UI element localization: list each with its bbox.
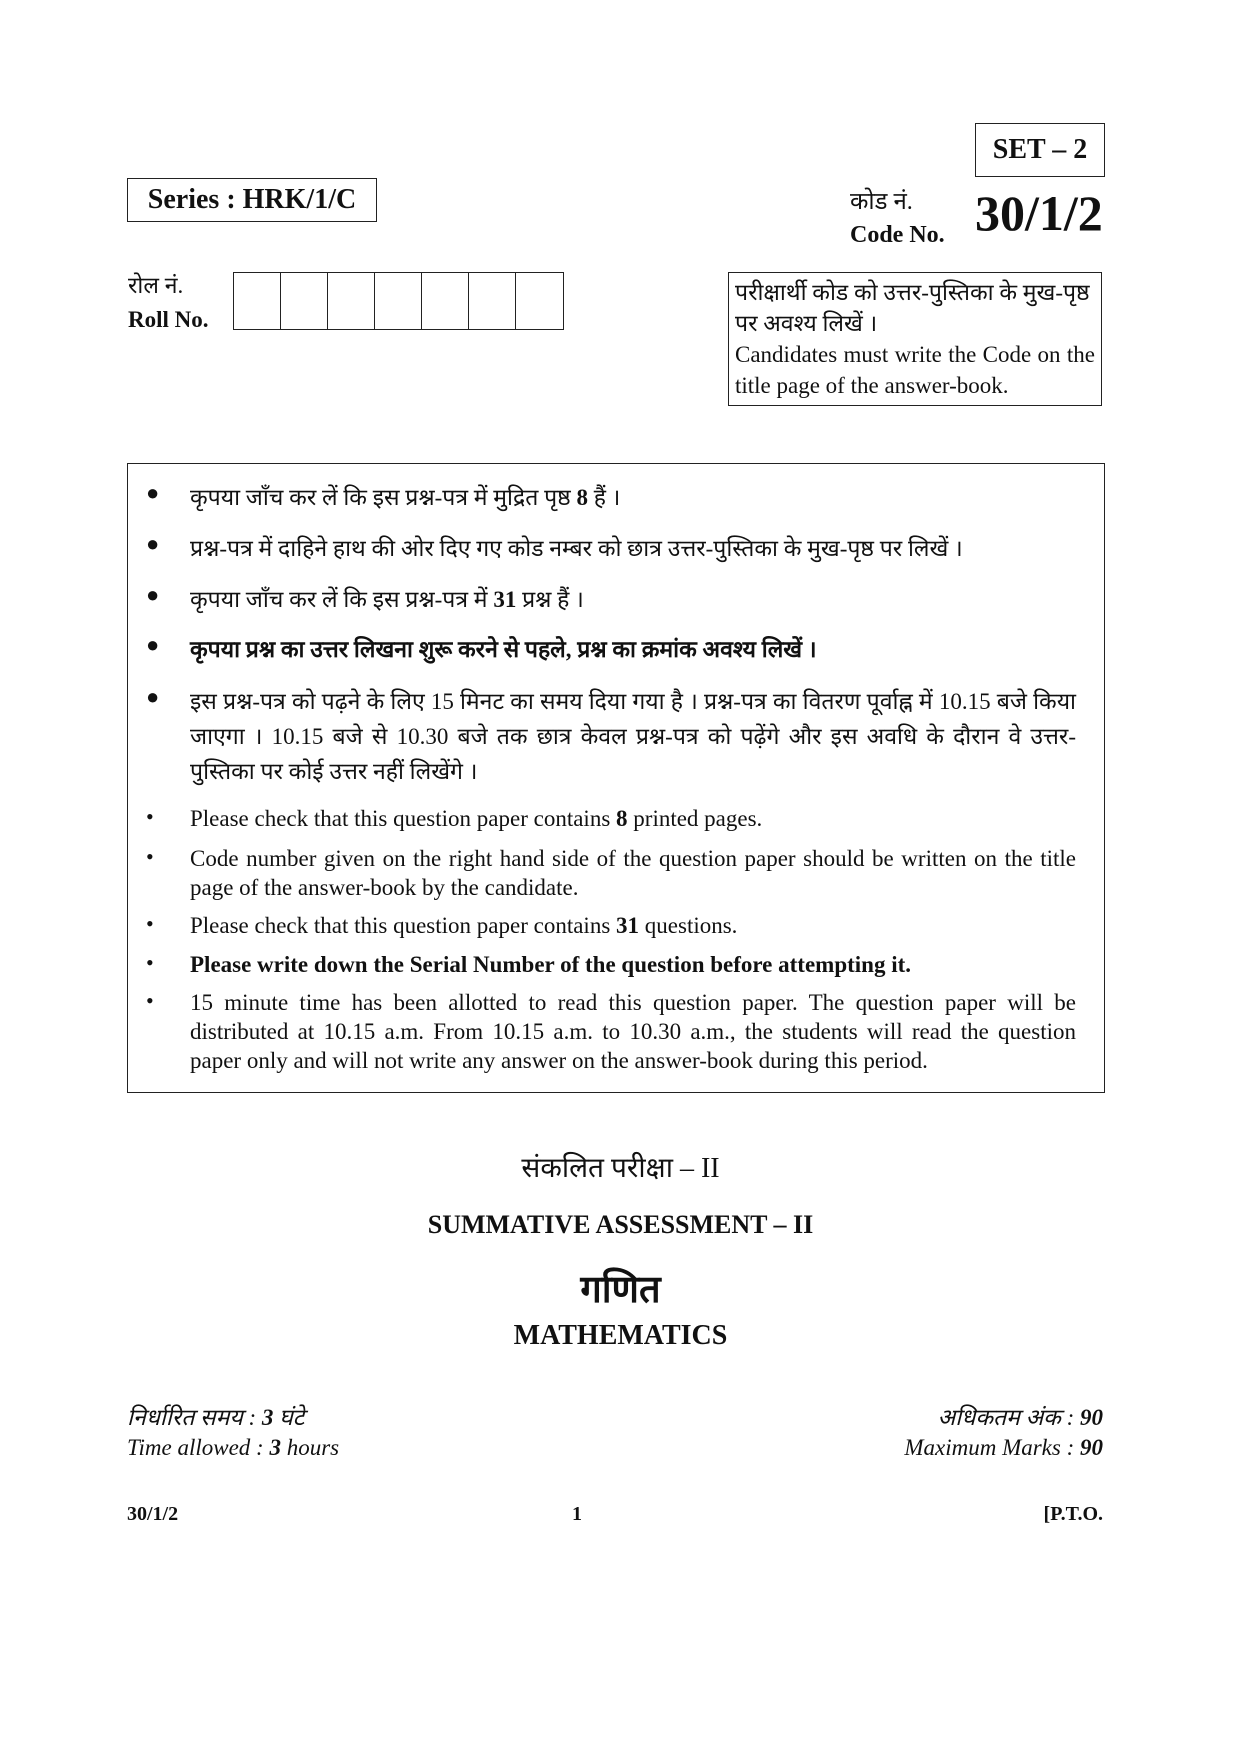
bullet-icon: ● [146,480,160,505]
bullet-icon: • [146,911,154,936]
roll-number-cell[interactable] [422,273,469,329]
time-allowed-english: Time allowed : 3 hours [127,1435,340,1460]
roll-number-cell[interactable] [281,273,328,329]
roll-number-cell[interactable] [234,273,281,329]
candidate-note-hindi: परीक्षार्थी कोड को उत्तर-पुस्तिका के मुख-पृष्ठ पर अवश्य लिखें । [735,280,1090,336]
bullet-icon: • [146,988,154,1013]
max-marks-english: Maximum Marks : 90 [904,1435,1103,1460]
bullet-icon: • [146,844,154,869]
footer-code: 30/1/2 [127,1503,179,1525]
assessment-title-english: SUMMATIVE ASSESSMENT – II [427,1210,814,1239]
bullet-icon: ● [146,531,160,556]
candidate-note-box [728,272,1102,406]
roll-label-hindi: रोल नं. [128,273,184,298]
set-label: SET – 2 [975,123,1105,177]
roll-label-english: Roll No. [128,307,209,332]
max-marks-hindi: अधिकतम अंक : 90 [937,1405,1103,1430]
roll-number-cell[interactable] [375,273,422,329]
assessment-title-hindi: संकलित परीक्षा – II [521,1153,720,1184]
time-allowed-hindi: निर्धारित समय : 3 घंटे [127,1405,305,1430]
roll-number-grid[interactable] [233,272,564,330]
bullet-icon: • [146,804,154,829]
code-number: 30/1/2 [975,185,1103,241]
code-label-hindi: कोड नं. [850,189,913,215]
bullet-icon: ● [146,632,160,657]
bullet-icon: ● [146,684,160,709]
page-number: 1 [572,1503,582,1525]
roll-number-cell[interactable] [328,273,375,329]
roll-number-cell[interactable] [469,273,516,329]
bullet-icon: • [146,950,154,975]
roll-number-cell[interactable] [516,273,563,329]
bullet-icon: ● [146,582,160,607]
code-label-english: Code No. [850,222,945,248]
subject-title-english: MATHEMATICS [513,1320,728,1351]
please-turn-over: [P.T.O. [1043,1503,1103,1525]
instructions-box: ● कृपया जाँच कर लें कि इस प्रश्न-पत्र में मुद्रित पृष्ठ 8 हैं । ● प्रश्न-पत्र में दाहिने हाथ की ओर दिए गए कोड नम्बर को छात्र उत्तर-पुस्तिका के मुख-पृष्ठ पर लिखें । ● कृपया जाँच कर लें कि इस प्रश्न-पत्र में 31 प्रश्न हैं । ● कृपया प्रश्न का उत्तर लिखना शुरू करने से पहले, प्रश्न का क्रमांक अवश्य लिखें । ● इस प्रश्न-पत्र को पढ़ने के लिए 15 मिनट का समय दिया गया है । प्रश्न-पत्र का वितरण पूर्वाह्न में 10.15 बजे किया जाएगा । 10.15 बजे से 10.30 बजे तक छात्र केवल प्रश्न-पत्र को पढ़ेंगे और इस अवधि के दौरान वे उत्तर-पुस्तिका पर कोई उत्तर नहीं लिखेंगे । • Please check that this question paper contains 8 printed pages. • Code number given on the right hand side of the question paper should be written on the title page of the answer-book by the candidate. • Please check that this question paper contains 31 questions. • Please write down the Serial Number of the question before attempting it. • 15 minute time has been allotted to read this question paper. The question paper will be distributed at 10.15 a.m. From 10.15 a.m. to 10.30 a.m., the students will read the question paper only and will not write any answer on the answer-book during this period. [127,463,1105,1093]
candidate-note-english: Candidates must write the Code on the title page of the answer-book. [735,342,1095,398]
subject-title-hindi: गणित [580,1269,661,1311]
series-label: Series : HRK/1/C [127,178,377,222]
